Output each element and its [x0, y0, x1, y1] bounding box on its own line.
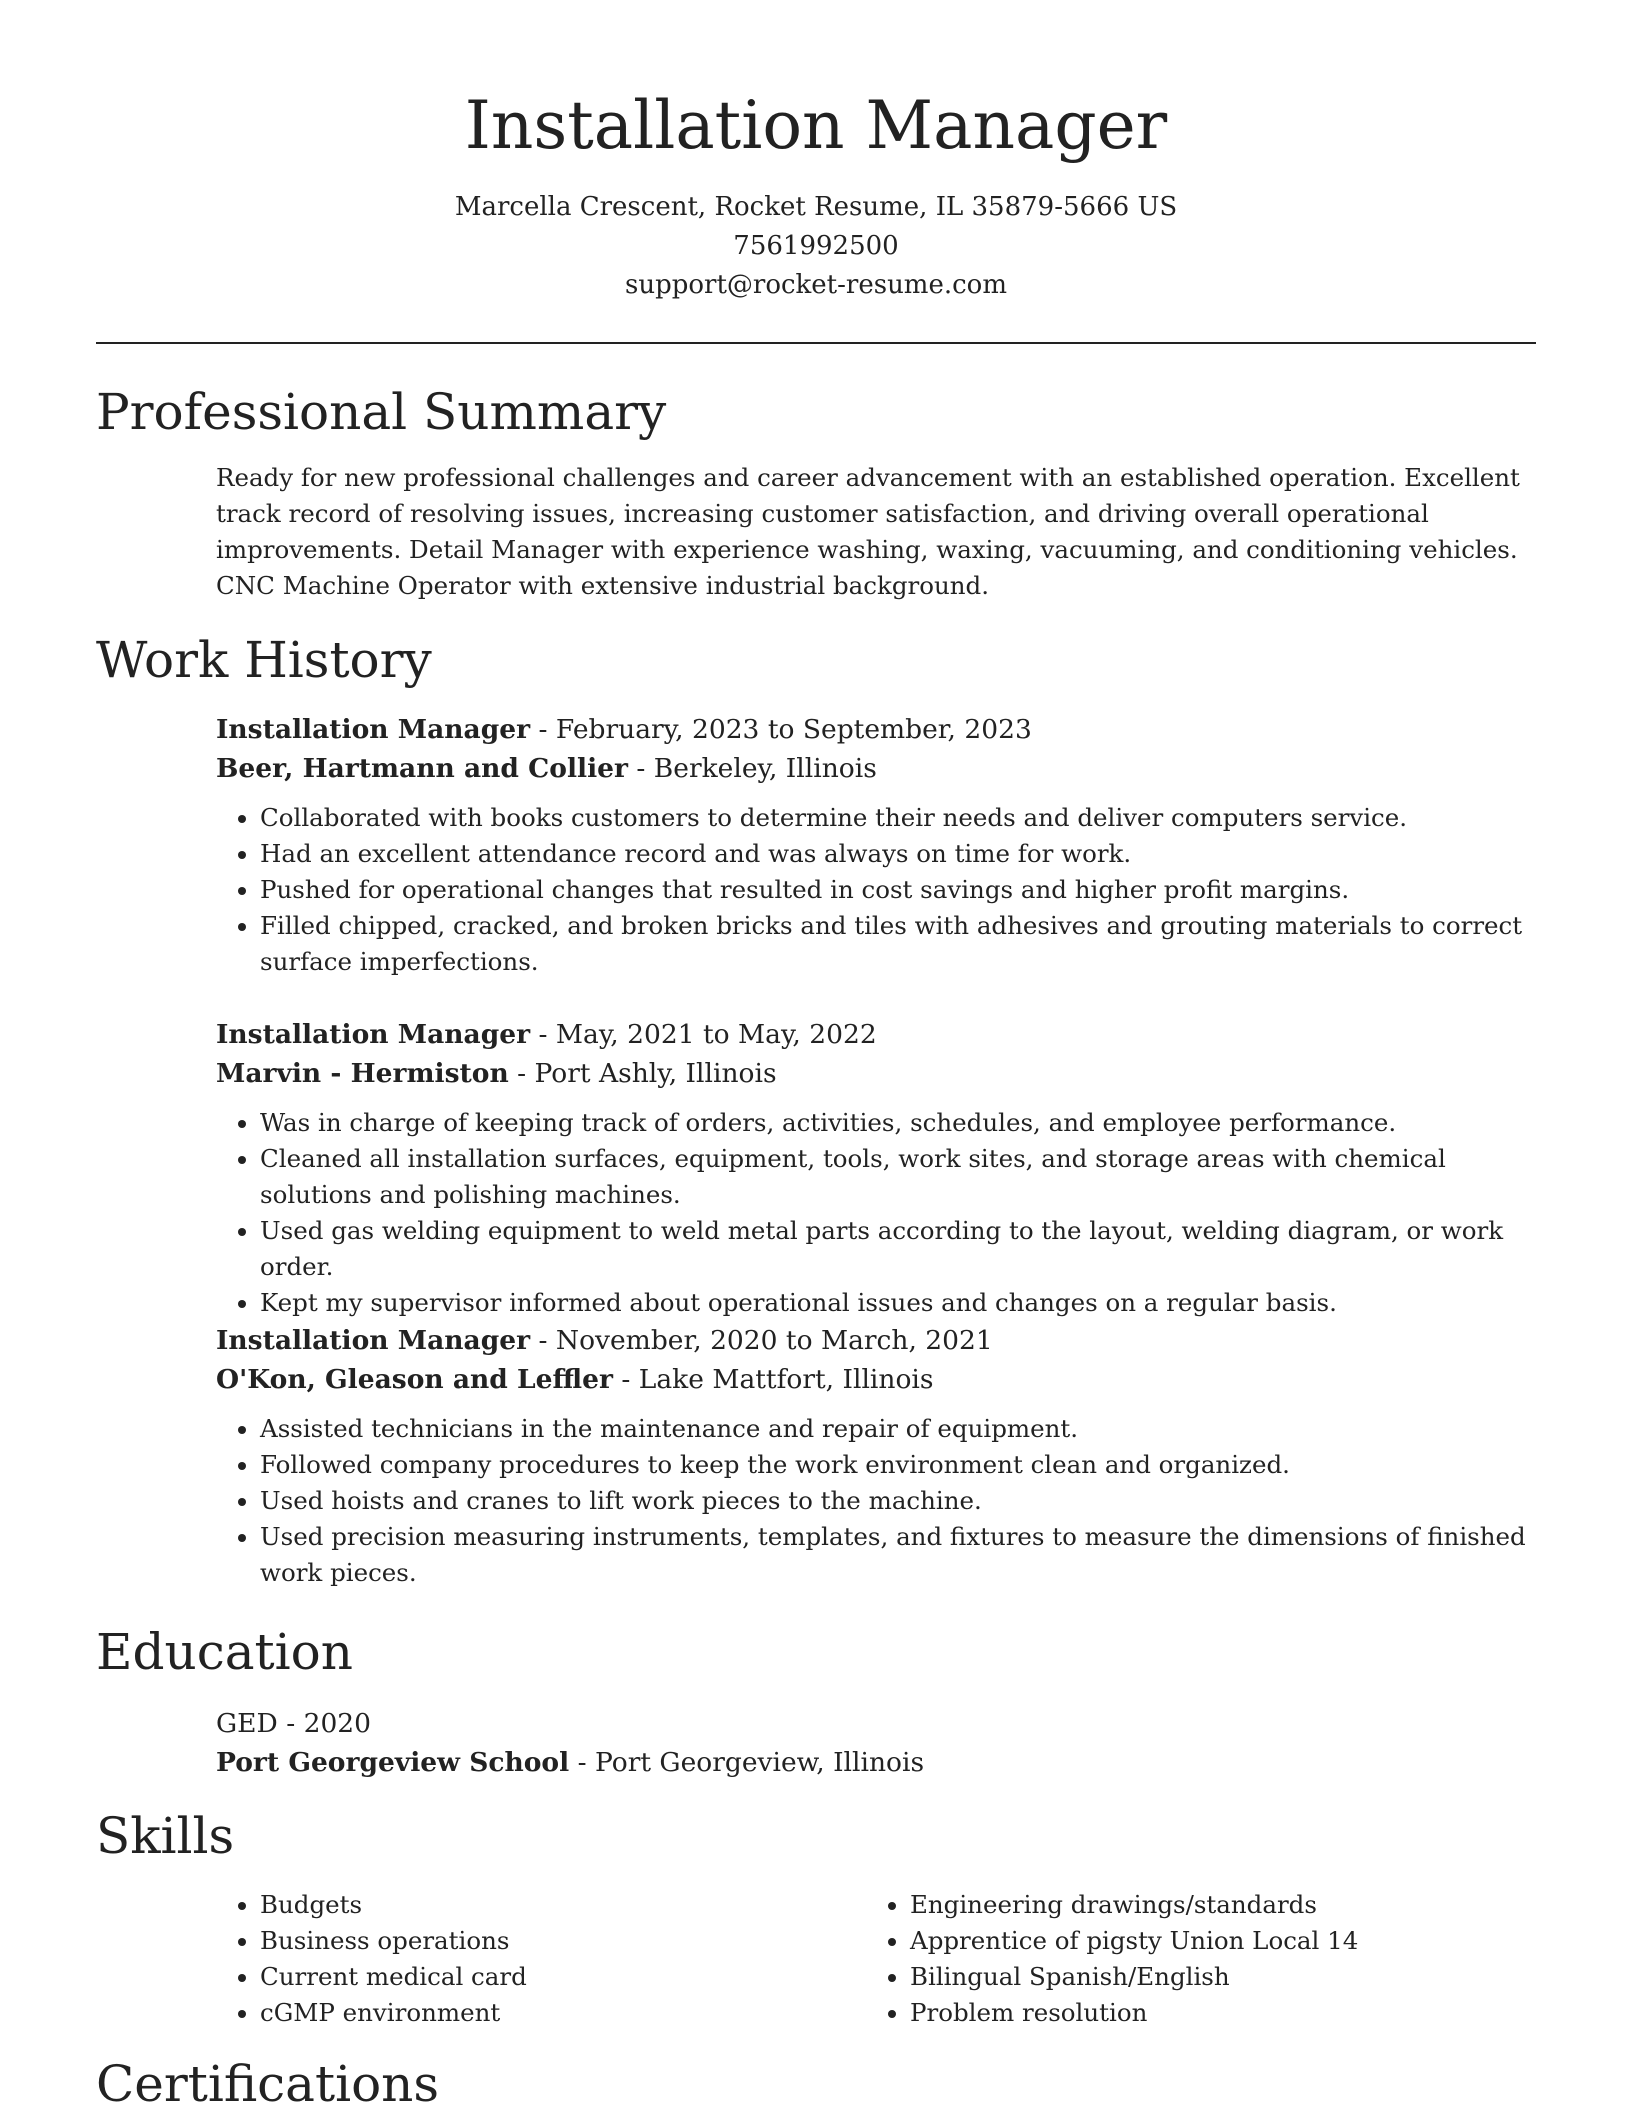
job-location: Berkeley, Illinois: [653, 753, 877, 784]
skill-item: • Bilingual Spanish/English: [910, 1959, 1516, 1995]
education-year: 2020: [303, 1708, 372, 1739]
job-employer: Marvin - Hermiston: [216, 1058, 509, 1089]
job-entry: [216, 710, 1536, 980]
summary-text: Ready for new professional challenges and career advancement with an established operation. Excellent track record of resolving issues, increasing customer satisfaction, and driving overall operational improvements. Detail Manager with experience washing, waxing, vacuuming, and conditioning vehicles. CNC Machine Operator with extensive industrial background.: [216, 463, 1520, 600]
job-bullet: • Pushed for operational changes that resulted in cost savings and higher profit margins.: [260, 872, 1536, 908]
education-heading: Education: [96, 1623, 353, 1681]
job-location: Lake Mattfort, Illinois: [638, 1364, 934, 1395]
contact-email: support@rocket-resume.com: [624, 270, 1007, 300]
job-bullet: • Used gas welding equipment to weld metal parts according to the layout, welding diagram, or work order.: [260, 1213, 1536, 1285]
job-position: Installation Manager: [216, 1019, 531, 1050]
job-dates: February, 2023 to September, 2023: [555, 714, 1032, 745]
skill-item: • Apprentice of pigsty Union Local 14: [910, 1923, 1516, 1959]
education-school-line: Port Georgeview School - Port Georgeview, Illinois: [216, 1747, 925, 1778]
header-divider: [96, 342, 1536, 344]
skill-item: • Engineering drawings/standards: [910, 1887, 1516, 1923]
skill-item: • Current medical card: [260, 1959, 866, 1995]
job-bullet-list: [216, 1411, 1536, 1591]
job-bullet: • Filled chipped, cracked, and broken bricks and tiles with adhesives and grouting materials to correct surface imperfections.: [260, 908, 1536, 980]
job-bullet: • Followed company procedures to keep the work environment clean and organized.: [260, 1447, 1536, 1483]
job-employer-line: Beer, Hartmann and Collier - Berkeley, Illinois: [216, 753, 877, 784]
resume-header: [0, 84, 1632, 305]
job-position: Installation Manager: [216, 714, 531, 745]
work-history-heading: Work History: [96, 631, 432, 689]
job-employer: O'Kon, Gleason and Leffler: [216, 1364, 613, 1395]
skill-item: • Budgets: [260, 1887, 866, 1923]
skill-item: • cGMP environment: [260, 1995, 866, 2031]
education-location: Port Georgeview, Illinois: [594, 1747, 925, 1778]
job-bullet: • Collaborated with books customers to determine their needs and deliver computers service.: [260, 800, 1536, 836]
education-school: Port Georgeview School: [216, 1747, 570, 1778]
job-employer-line: O'Kon, Gleason and Leffler - Lake Mattfort, Illinois: [216, 1364, 934, 1395]
job-bullet: • Cleaned all installation surfaces, equipment, tools, work sites, and storage areas with chemical solutions and polishing machines.: [260, 1141, 1536, 1213]
summary-heading: Professional Summary: [96, 383, 667, 441]
job-title-line: Installation Manager - May, 2021 to May, 2022: [216, 1019, 877, 1050]
job-entry: [216, 1015, 1536, 1321]
contact-address: Marcella Crescent, Rocket Resume, IL 35879-5666 US: [454, 192, 1178, 222]
contact-phone: 7561992500: [733, 231, 899, 261]
job-entry: [216, 1321, 1536, 1591]
job-position: Installation Manager: [216, 1325, 531, 1356]
job-employer-line: Marvin - Hermiston - Port Ashly, Illinois: [216, 1058, 777, 1089]
job-location: Port Ashly, Illinois: [534, 1058, 777, 1089]
job-bullet: • Used hoists and cranes to lift work pieces to the machine.: [260, 1483, 1536, 1519]
job-bullet: • Kept my supervisor informed about operational issues and changes on a regular basis.: [260, 1285, 1536, 1321]
education-degree-line: GED - 2020: [216, 1708, 372, 1739]
job-title-line: Installation Manager - February, 2023 to September, 2023: [216, 714, 1032, 745]
job-dates: May, 2021 to May, 2022: [555, 1019, 877, 1050]
skills-list-left: [216, 1887, 866, 2031]
skills-columns: [216, 1887, 1536, 2031]
education-entry: [216, 1704, 1536, 1782]
job-title-line: Installation Manager - November, 2020 to March, 2021: [216, 1325, 993, 1356]
skills-heading: Skills: [96, 1807, 235, 1865]
job-bullet: • Was in charge of keeping track of orders, activities, schedules, and employee performance.: [260, 1105, 1536, 1141]
certifications-heading: Certifications: [96, 2055, 440, 2113]
job-dates: November, 2020 to March, 2021: [555, 1325, 993, 1356]
job-employer: Beer, Hartmann and Collier: [216, 753, 628, 784]
skill-item: • Problem resolution: [910, 1995, 1516, 2031]
summary-section: [216, 460, 1536, 604]
job-bullet: • Used precision measuring instruments, templates, and fixtures to measure the dimensions of finished work pieces.: [260, 1519, 1536, 1591]
contact-info: [0, 188, 1632, 305]
skills-list-right: [866, 1887, 1516, 2031]
job-bullet: • Assisted technicians in the maintenance and repair of equipment.: [260, 1411, 1536, 1447]
job-bullet: • Had an excellent attendance record and was always on time for work.: [260, 836, 1536, 872]
job-bullet-list: [216, 1105, 1536, 1321]
job-bullet-list: [216, 800, 1536, 980]
education-degree: GED: [216, 1708, 278, 1739]
skill-item: • Business operations: [260, 1923, 866, 1959]
candidate-name: Installation Manager: [464, 87, 1168, 164]
skills-section: [216, 1887, 1536, 2031]
